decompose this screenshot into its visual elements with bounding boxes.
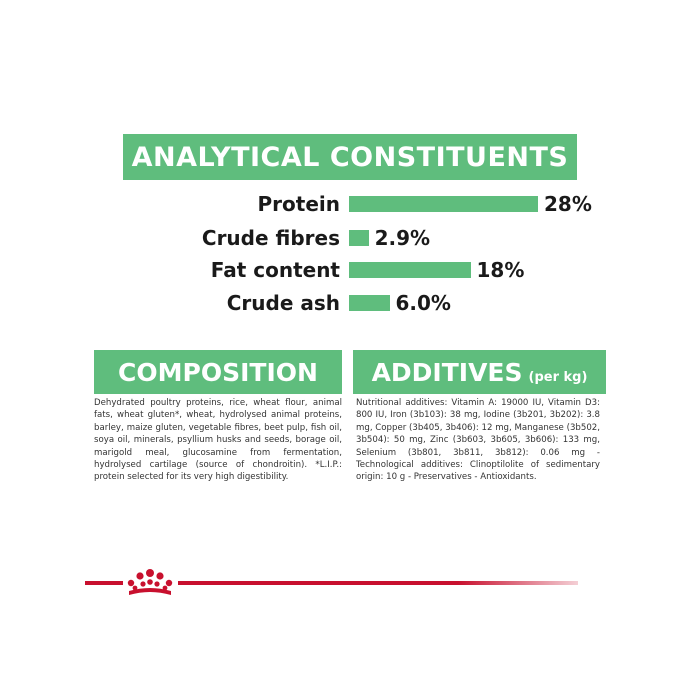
constituent-label: Fat content [210, 258, 340, 282]
constituent-label: Protein [257, 192, 340, 216]
constituent-row-crude-ash [0, 288, 700, 318]
constituent-row-crude-fibres [0, 223, 700, 253]
constituent-value: 6.0% [395, 291, 451, 315]
constituent-value: 2.9% [374, 226, 431, 250]
constituent-value: 28% [544, 192, 592, 216]
analytical-constituents-title: ANALYTICAL CONSTITUENTS [123, 134, 577, 180]
additives-title-box [353, 350, 606, 394]
constituent-bar [349, 262, 471, 278]
crown-icon [123, 566, 177, 598]
constituent-row-protein [0, 189, 700, 219]
constituent-label: Crude ash [226, 291, 340, 315]
additives-title: ADDITIVES [371, 357, 523, 387]
constituent-bar [349, 230, 369, 246]
constituent-label: Crude fibres [201, 226, 340, 250]
constituent-bar [349, 196, 538, 212]
constituent-value: 18% [476, 258, 525, 282]
additives-unit: (per kg) [528, 369, 588, 385]
footer-divider-right [178, 581, 578, 585]
constituent-row-fat-content [0, 255, 700, 285]
composition-text: Dehydrated poultry proteins, rice, wheat flour, animal fats, wheat gluten*, wheat, hydrolysed animal proteins, barley, maize gluten, vegetable fibres, beet pulp, fish oil, soya oil, minerals, psyllium husks and seeds, borage oil, marigold meal, glucosamine from fermentation, hydrolysed cartilage (source of chondroitin). *L.I.P.: protein selected for its very high digestibility. [94, 398, 342, 483]
additives-text: Nutritional additives: Vitamin A: 19000 IU, Vitamin D3: 800 IU, Iron (3b103): 38 mg, Iodine (3b201, 3b202): 3.8 mg, Copper (3b405, 3b406): 12 mg, Manganese (3b502, 3b504): 50 mg, Zinc (3b603, 3b605, 3b606): 133 mg, Selenium (3b801, 3b811, 3b812): 0.06 mg - Technological additives: Clinoptilolite of sedimentary origin: 10 g - Preservatives - Antioxidants. [356, 398, 600, 483]
footer-divider-left [85, 581, 123, 585]
constituent-bar [349, 295, 390, 311]
composition-title: COMPOSITION [94, 350, 342, 394]
